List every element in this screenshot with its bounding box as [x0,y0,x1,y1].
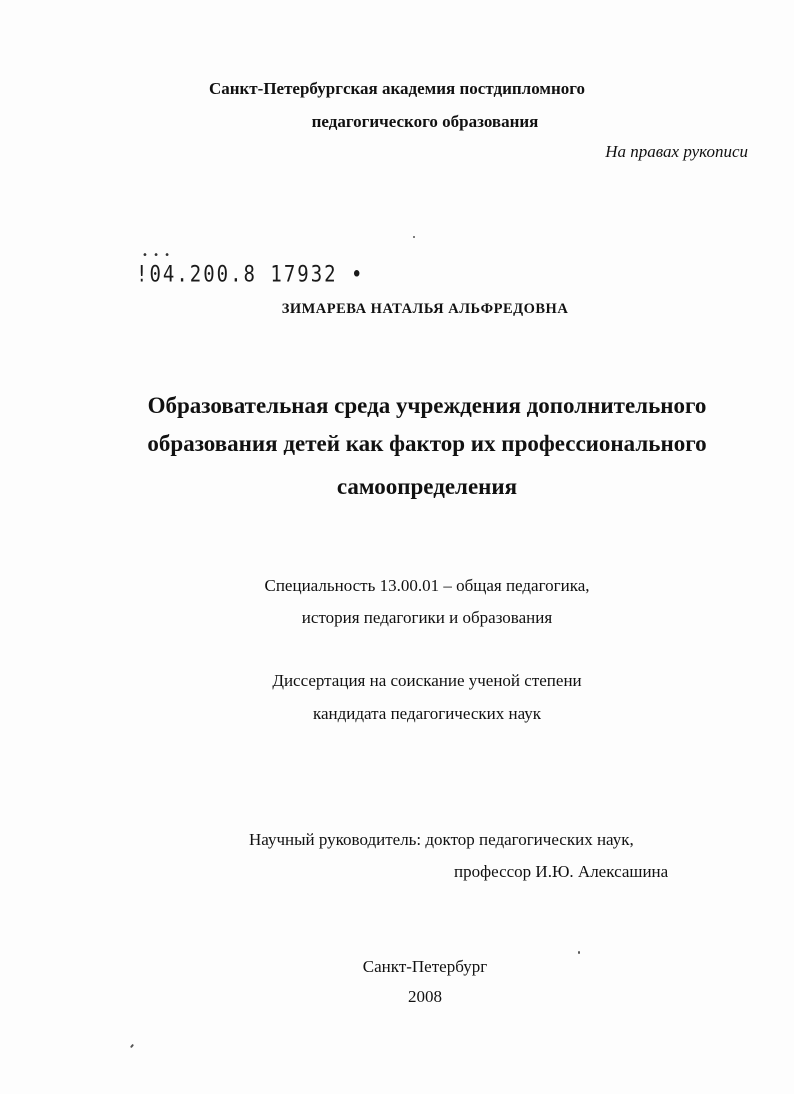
scan-speck [130,1044,134,1048]
scan-speck [413,236,415,238]
library-stamp-number: !04.200.8 17932 • [136,262,365,288]
dissertation-title-line1: Образовательная среда учреждения дополнительного [147,393,707,418]
dissertation-title-line3: самоопределения [336,474,518,499]
specialty-line2: история педагогики и образования [301,608,553,627]
degree-line1: Диссертация на соискание ученой степени [272,671,582,690]
supervisor-line2: профессор И.Ю. Алексашина [454,862,669,881]
degree-line2: кандидата педагогических наук [312,704,542,723]
footer-year: 2008 [408,987,442,1006]
institution-name-line1: Санкт-Петербургская академия постдипломного [208,79,586,98]
footer-city: Санкт-Петербург [362,957,488,976]
specialty-line1: Специальность 13.00.01 – общая педагогика, [264,576,590,595]
scan-speck [578,951,580,954]
dissertation-title-line2: образования детей как фактор их профессионального [147,431,707,456]
institution-name-line2: педагогического образования [311,112,539,131]
supervisor-line1: Научный руководитель: доктор педагогических наук, [249,830,634,849]
rights-note: На правах рукописи [605,142,748,161]
stamp-dots: • • • [142,250,172,261]
author-name: ЗИМАРЕВА НАТАЛЬЯ АЛЬФРЕДОВНА [281,301,569,317]
